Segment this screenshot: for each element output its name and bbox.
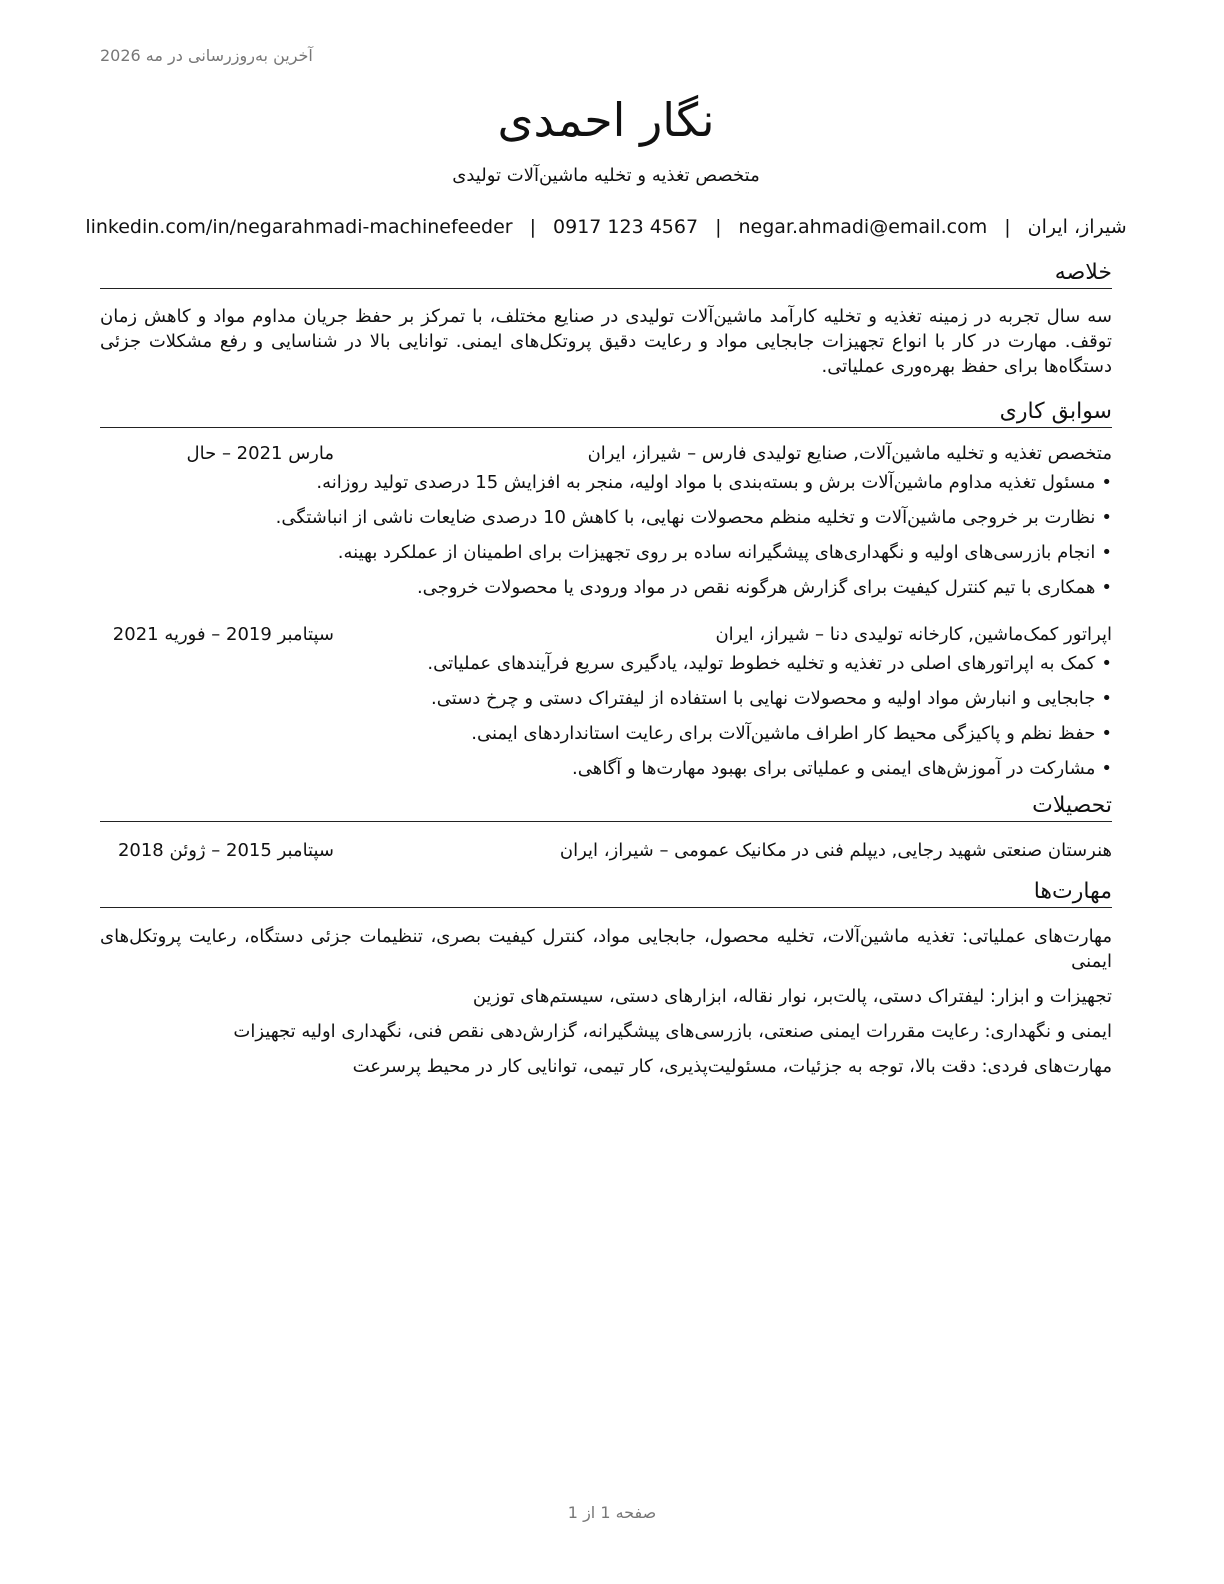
contact-separator: | bbox=[715, 216, 722, 238]
contact-email[interactable]: negar.ahmadi@email.com bbox=[738, 216, 988, 238]
section-heading-summary: خلاصه bbox=[100, 258, 1112, 289]
job-bullets bbox=[100, 470, 1112, 600]
contact-linkedin[interactable]: linkedin.com/in/negarahmadi-machinefeeder bbox=[85, 216, 513, 238]
job-bullet: •انجام بازرسی‌های اولیه و نگهداری‌های پیشگیرانه ساده بر روی تجهیزات برای اطمینان از عملکرد بهینه. bbox=[337, 542, 1112, 563]
contact-separator: | bbox=[529, 216, 537, 238]
job-bullet: •همکاری با تیم کنترل کیفیت برای گزارش هرگونه نقص در مواد ورودی یا محصولات خروجی. bbox=[416, 577, 1112, 598]
candidate-title: متخصص تغذیه و تخلیه ماشین‌آلات تولیدی bbox=[452, 165, 760, 186]
skill-line: مهارت‌های عملیاتی: تغذیه ماشین‌آلات، تخلیه محصول، جابجایی مواد، کنترل کیفیت بصری، تنظیمات جزئی دستگاه، رعایت پروتکل‌های ایمنی bbox=[100, 926, 1112, 972]
candidate-name: نگار احمدی bbox=[497, 93, 715, 147]
education-dates: سپتامبر 2015 – ژوئن 2018 bbox=[117, 840, 334, 861]
job-bullet: •کمک به اپراتورهای اصلی در تغذیه و تخلیه خطوط تولید، یادگیری سریع فرآیندهای عملیاتی. bbox=[427, 653, 1112, 674]
bullet-icon: • bbox=[1101, 653, 1112, 674]
bullet-icon: • bbox=[1101, 723, 1112, 744]
job-bullet: •مشارکت در آموزش‌های ایمنی و عملیاتی برای بهبود مهارت‌ها و آگاهی. bbox=[571, 758, 1112, 779]
section-heading-skills: مهارت‌ها bbox=[100, 877, 1112, 908]
contact-separator: | bbox=[1004, 216, 1011, 238]
job-entry bbox=[100, 441, 1112, 600]
bullet-icon: • bbox=[1101, 507, 1112, 528]
job-dates: مارس 2021 – حال bbox=[186, 443, 334, 464]
job-bullet: •جابجایی و انبارش مواد اولیه و محصولات نهایی با استفاده از لیفتراک دستی و چرخ دستی. bbox=[431, 688, 1112, 709]
page-number: صفحه 1 از 1 bbox=[567, 1503, 657, 1522]
summary-text: سه سال تجربه در زمینه تغذیه و تخلیه کارآمد ماشین‌آلات تولیدی در صنایع مختلف، با تمرکز بر حفظ جریان مداوم مواد و کاهش زمان توقف. مهارت در کار با انواع تجهیزات جابجایی مواد و رعایت دقیق پروتکل‌های ایمنی. توانایی بالا در شناسایی و رفع مشکلات جزئی دستگاه‌ها برای حفظ بهره‌وری عملیاتی. bbox=[100, 306, 1112, 377]
skill-line: تجهیزات و ابزار: لیفتراک دستی، پالت‌بر، نوار نقاله، ابزارهای دستی، سیستم‌های توزین bbox=[472, 986, 1112, 1007]
job-bullets bbox=[100, 651, 1112, 781]
education-entry bbox=[100, 838, 1112, 863]
job-bullet: •حفظ نظم و پاکیزگی محیط کار اطراف ماشین‌آلات برای رعایت استانداردهای ایمنی. bbox=[471, 723, 1112, 744]
contact-location: شیراز، ایران bbox=[1027, 216, 1127, 238]
contact-line bbox=[85, 214, 1127, 240]
bullet-icon: • bbox=[1101, 472, 1112, 493]
bullet-icon: • bbox=[1101, 688, 1112, 709]
job-role: متخصص تغذیه و تخلیه ماشین‌آلات, صنایع تولیدی فارس – شیراز، ایران bbox=[587, 443, 1112, 464]
last-updated-note: آخرین به‌روزرسانی در مه 2026 bbox=[100, 46, 313, 65]
education-school: هنرستان صنعتی شهید رجایی, دیپلم فنی در مکانیک عمومی – شیراز، ایران bbox=[559, 840, 1112, 861]
section-heading-education: تحصیلات bbox=[100, 791, 1112, 822]
section-heading-experience: سوابق کاری bbox=[100, 397, 1112, 428]
skill-line: مهارت‌های فردی: دقت بالا، توجه به جزئیات، مسئولیت‌پذیری، کار تیمی، توانایی کار در محیط پرسرعت bbox=[352, 1056, 1112, 1077]
skill-line: ایمنی و نگهداری: رعایت مقررات ایمنی صنعتی، بازرسی‌های پیشگیرانه، گزارش‌دهی نقص فنی، نگهداری اولیه تجهیزات bbox=[233, 1021, 1112, 1042]
bullet-icon: • bbox=[1101, 542, 1112, 563]
job-entry bbox=[100, 622, 1112, 781]
skills-list bbox=[100, 924, 1112, 1079]
bullet-icon: • bbox=[1101, 577, 1112, 598]
job-role: اپراتور کمک‌ماشین, کارخانه تولیدی دنا – شیراز، ایران bbox=[715, 624, 1112, 645]
job-bullet: •نظارت بر خروجی ماشین‌آلات و تخلیه منظم محصولات نهایی، با کاهش 10 درصدی ضایعات ناشی از انباشتگی. bbox=[275, 507, 1112, 528]
job-dates: سپتامبر 2019 – فوریه 2021 bbox=[112, 624, 334, 645]
bullet-icon: • bbox=[1101, 758, 1112, 779]
job-header bbox=[100, 441, 1112, 466]
job-header bbox=[100, 622, 1112, 647]
job-bullet: •مسئول تغذیه مداوم ماشین‌آلات برش و بسته‌بندی با مواد اولیه، منجر به افزایش 15 درصدی تولید روزانه. bbox=[316, 472, 1112, 493]
contact-phone: 0917 123 4567 bbox=[553, 216, 699, 238]
